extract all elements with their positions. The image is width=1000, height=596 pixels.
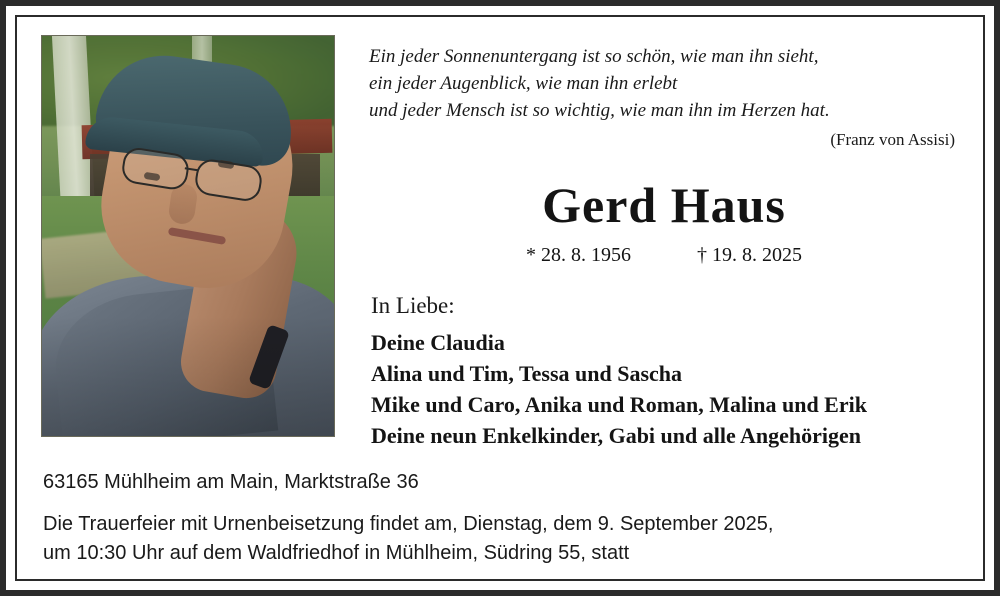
verse-line: Ein jeder Sonnenuntergang ist so schön, wie man ihn sieht,: [369, 46, 819, 67]
service-line: um 10:30 Uhr auf dem Waldfriedhof in Mühlheim, Südring 55, statt: [43, 542, 630, 564]
verse-line: ein jeder Augenblick, wie man ihn erlebt: [369, 73, 678, 94]
text-column: [369, 35, 959, 451]
list-item: Alina und Tim, Tessa und Sascha: [371, 361, 683, 386]
verse-line: und jeder Mensch ist so wichtig, wie man ihn im Herzen hat.: [369, 100, 830, 121]
top-section: [41, 35, 959, 451]
verse-source: (Franz von Assisi): [830, 130, 955, 149]
death-symbol: †: [697, 244, 707, 266]
service-line: Die Trauerfeier mit Urnenbeisetzung findet am, Dienstag, dem 9. September 2025,: [43, 513, 774, 535]
list-item: Mike und Caro, Anika und Roman, Malina und Erik: [371, 392, 867, 417]
deceased-name: Gerd Haus: [542, 177, 786, 233]
photo-image: [42, 36, 334, 436]
list-item: Deine Claudia: [371, 330, 505, 355]
photo-vignette: [42, 316, 334, 436]
death-date: 19. 8. 2025: [712, 244, 802, 266]
inner-border-frame: [15, 15, 985, 581]
bottom-section: [43, 471, 959, 568]
verse-block: [369, 43, 959, 124]
service-details: [43, 510, 959, 568]
life-dates: [369, 244, 959, 267]
birth-symbol: *: [526, 244, 536, 266]
address-line: 63165 Mühlheim am Main, Marktstraße 36: [43, 471, 419, 493]
list-item: Deine neun Enkelkinder, Gabi und alle Angehörigen: [371, 423, 862, 448]
mourners-heading: In Liebe:: [371, 293, 455, 318]
portrait-photo: [41, 35, 335, 437]
mourners-list: [371, 327, 959, 451]
birth-date: 28. 8. 1956: [541, 244, 631, 266]
